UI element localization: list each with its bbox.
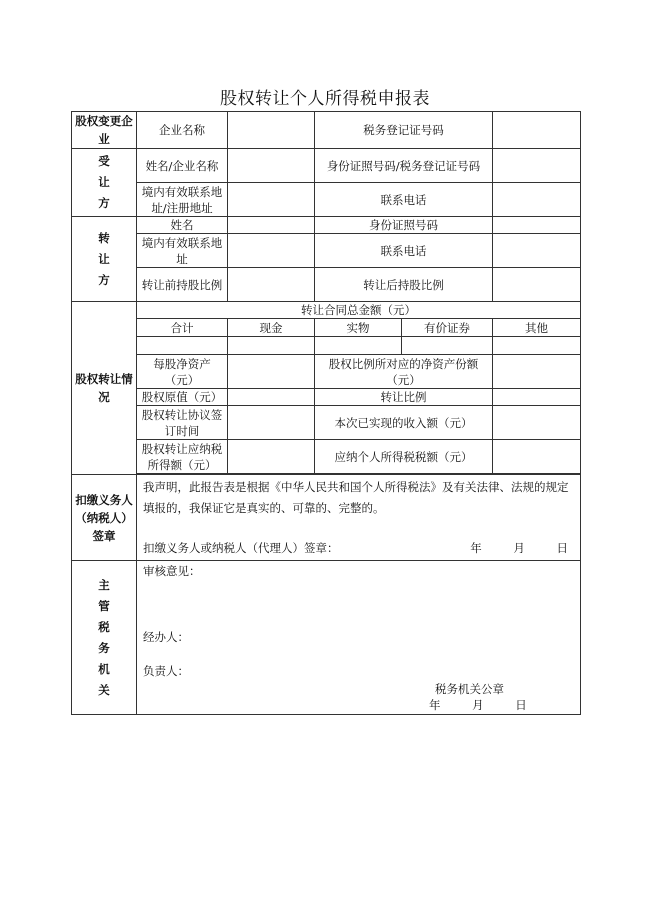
amount-cash-field[interactable]: [228, 337, 315, 355]
transferor-id-field[interactable]: [493, 217, 581, 234]
transferee-name-field[interactable]: [228, 149, 315, 183]
section-transferor: 转让方: [72, 217, 137, 302]
transferee-phone-field[interactable]: [493, 183, 581, 217]
share-net-assets-field[interactable]: [493, 355, 581, 389]
transfer-ratio-label: 转让比例: [315, 389, 493, 406]
share-net-assets-label: 股权比例所对应的净资产份额（元）: [315, 355, 493, 389]
column-goods: 实物: [315, 319, 402, 337]
before-ratio-label: 转让前持股比例: [137, 268, 228, 302]
transferor-id-label: 身份证照号码: [315, 217, 493, 234]
transferor-address-label: 境内有效联系地址: [137, 234, 228, 268]
after-ratio-field[interactable]: [493, 268, 581, 302]
transferor-phone-field[interactable]: [493, 234, 581, 268]
transfer-ratio-field[interactable]: [493, 389, 581, 406]
transferee-name-label: 姓名/企业名称: [137, 149, 228, 183]
agreement-date-field[interactable]: [228, 406, 315, 440]
tax-payable-label: 应纳个人所得税税额（元）: [315, 440, 493, 474]
tax-reg-field[interactable]: [493, 112, 581, 149]
page-title: 股权转让个人所得税申报表: [220, 89, 430, 109]
column-securities: 有价证券: [402, 319, 493, 337]
amount-other-field[interactable]: [493, 337, 581, 355]
tax-payable-field[interactable]: [493, 440, 581, 474]
section-declaration: 扣缴义务人（纳税人）签章: [72, 475, 137, 561]
agreement-date-label: 股权转让协议签订时间: [137, 406, 228, 440]
review-label: 审核意见：: [143, 564, 201, 578]
declaration-text: 我声明，此报告表是根据《中华人民共和国个人所得税法》及有关法律、法规的规定填报的，我保证它是真实的、可靠的、完整的。: [143, 480, 569, 515]
amount-total-field[interactable]: [137, 337, 228, 355]
net-assets-label: 每股净资产（元）: [137, 355, 228, 389]
before-ratio-field[interactable]: [228, 268, 315, 302]
column-cash: 现金: [228, 319, 315, 337]
enterprise-name-label: 企业名称: [137, 112, 228, 149]
tax-reg-label: 税务登记证号码: [315, 112, 493, 149]
transferee-id-label: 身份证照号码/税务登记证号码: [315, 149, 493, 183]
amount-securities-field[interactable]: [402, 337, 493, 355]
tax-declaration-form: [71, 111, 581, 715]
realized-income-label: 本次已实现的收入额（元）: [315, 406, 493, 440]
section-transferee: 受让方: [72, 149, 137, 217]
amount-goods-field[interactable]: [315, 337, 402, 355]
column-total: 合计: [137, 319, 228, 337]
section-enterprise: 股权变更企业: [72, 112, 137, 149]
section-transfer: 股权转让情况: [72, 302, 137, 475]
after-ratio-label: 转让后持股比例: [315, 268, 493, 302]
declaration-cell[interactable]: [137, 475, 581, 561]
responsible-label: 负责人：: [143, 664, 189, 678]
transferee-address-label: 境内有效联系地址/注册地址: [137, 183, 228, 217]
transferee-phone-label: 联系电话: [315, 183, 493, 217]
declaration-date-label: 年 月 日: [470, 541, 568, 555]
review-cell[interactable]: [137, 561, 581, 715]
seal-label: 税务机关公章: [435, 682, 504, 696]
taxable-income-field[interactable]: [228, 440, 315, 474]
column-other: 其他: [493, 319, 581, 337]
net-assets-field[interactable]: [228, 355, 315, 389]
transferor-phone-label: 联系电话: [315, 234, 493, 268]
original-value-field[interactable]: [228, 389, 315, 406]
transferor-address-field[interactable]: [228, 234, 315, 268]
taxable-income-label: 股权转让应纳税所得额（元）: [137, 440, 228, 474]
handler-label: 经办人：: [143, 630, 189, 644]
transferor-name-field[interactable]: [228, 217, 315, 234]
transferee-address-field[interactable]: [228, 183, 315, 217]
section-authority: 主管税务机关: [72, 561, 137, 715]
enterprise-name-field[interactable]: [228, 112, 315, 149]
authority-date-label: 年 月 日: [429, 698, 527, 712]
contract-total-label: 转让合同总金额（元）: [137, 302, 581, 319]
transferee-id-field[interactable]: [493, 149, 581, 183]
transferor-name-label: 姓名: [137, 217, 228, 234]
original-value-label: 股权原值（元）: [137, 389, 228, 406]
sign-label: 扣缴义务人或纳税人（代理人）签章：: [143, 541, 339, 555]
realized-income-field[interactable]: [493, 406, 581, 440]
